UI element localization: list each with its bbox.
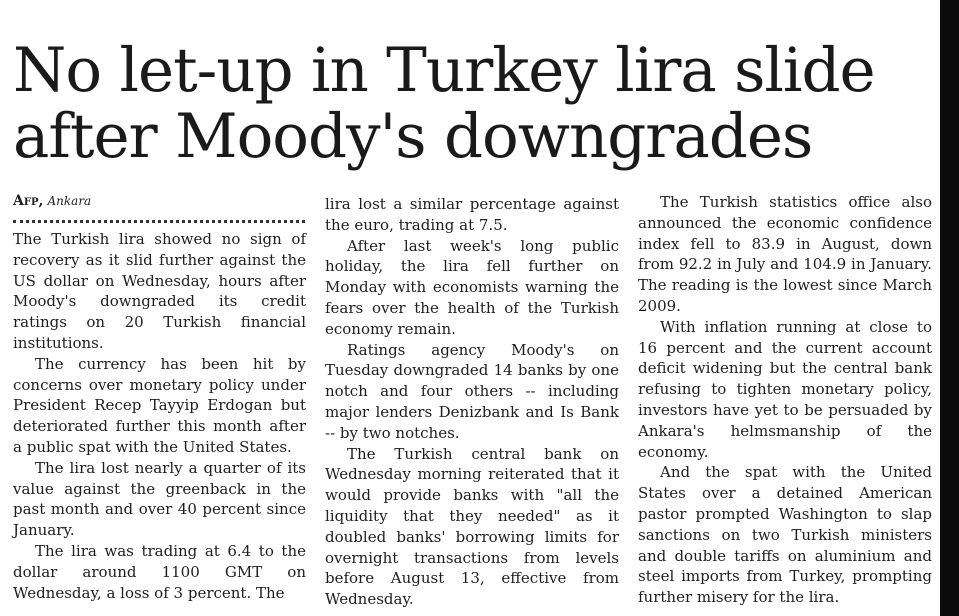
paragraph: And the spat with the United States over a detained American pastor prompted Washington to slap sanctions on two Turkish ministers and double tariffs on aluminium and steel imports from Turkey, prompting further misery for the lira. (638, 463, 932, 607)
dotted-divider (13, 212, 305, 223)
scan-edge (940, 0, 959, 616)
paragraph: The lira was trading at 6.4 to the dollar around 1100 GMT on Wednesday, a loss of 3 percent. The (13, 541, 306, 602)
article-column-2 (325, 194, 619, 610)
paragraph: lira lost a similar percentage against the euro, trading at 7.5. (325, 195, 619, 234)
paragraph: The Turkish central bank on Wednesday morning reiterated that it would provide banks with "all the liquidity that they needed" as it doubled banks' borrowing limits for overnight transactions from levels before August 13, effective from Wednesday. (325, 444, 619, 609)
paragraph: The Turkish lira showed no sign of recovery as it slid further against the US dollar on Wednesday, hours after Moody's downgraded its credit ratings on 20 Turkish financial institutions. (13, 230, 306, 352)
paragraph: Ratings agency Moody's on Tuesday downgraded 14 banks by one notch and four others -- including major lenders Denizbank and Is Bank -- by two notches. (325, 340, 619, 442)
headline-line-2: after Moody's downgrades (13, 101, 813, 172)
paragraph: After last week's long public holiday, the lira fell further on Monday with economists warning the fears over the health of the Turkish economy remain. (325, 236, 619, 338)
byline-place: Ankara (47, 194, 92, 208)
article-column-3 (638, 192, 932, 608)
article-column-1 (13, 192, 306, 603)
paragraph: The lira lost nearly a quarter of its value against the greenback in the past month and over 40 percent since January. (13, 458, 306, 540)
byline-agency: Afp, (13, 193, 44, 209)
headline (13, 35, 933, 172)
byline (13, 192, 306, 211)
paragraph: The Turkish statistics office also announced the economic confidence index fell to 83.9 in August, down from 92.2 in July and 104.9 in January. The reading is the lowest since March 2009. (638, 193, 932, 315)
headline-line-1: No let-up in Turkey lira slide (13, 35, 875, 106)
paragraph: The currency has been hit by concerns over monetary policy under President Recep Tayyip Erdogan but deteriorated further this month after a public spat with the United States. (13, 354, 306, 456)
paragraph: With inflation running at close to 16 percent and the current account deficit widening but the central bank refusing to tighten monetary policy, investors have yet to be persuaded by Ankara's helmsmanship of the economy. (638, 317, 932, 461)
